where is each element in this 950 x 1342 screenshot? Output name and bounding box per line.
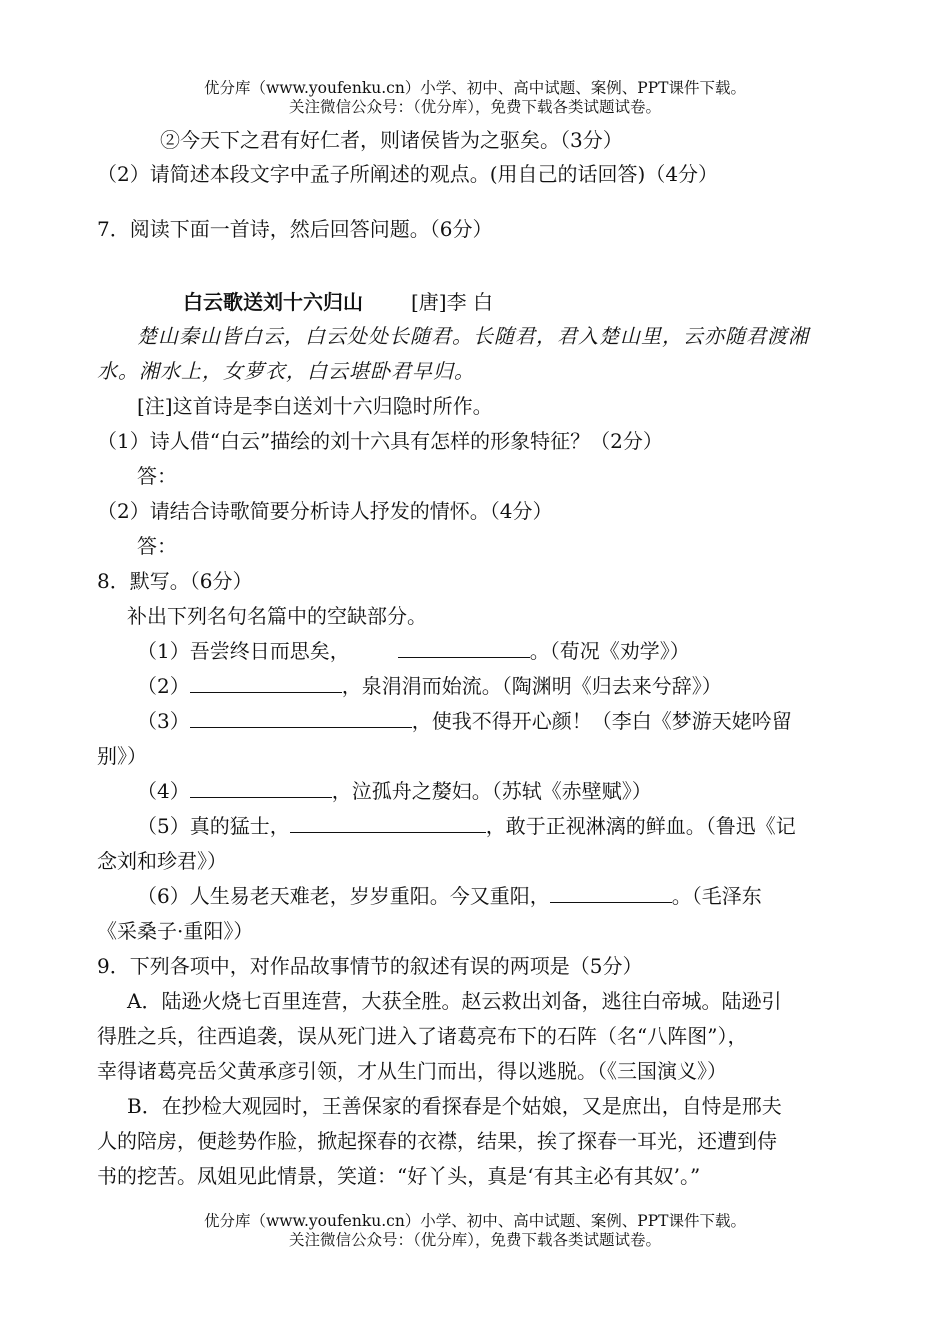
q8-item-6-after: 。（毛泽东	[671, 884, 762, 908]
q9-option-b-line-3: 书的挖苦。凤姐见此情景，笑道：“好丫头，真是‘有其主必有其奴’。”	[97, 1164, 701, 1188]
q6-sub-2: （2）请简述本段文字中孟子所阐述的观点。(用自己的话回答)（4分）	[97, 162, 719, 186]
poem-note: [注]这首诗是李白送刘十六归隐时所作。	[137, 394, 493, 418]
header-line-2: 关注微信公众号：（优分库），免费下载各类试题试卷。	[288, 98, 661, 116]
q9-option-a-line-2: 得胜之兵，往西追袭，误从死门进入了诸葛亮布下的石阵（名“八阵图”），	[97, 1024, 748, 1048]
q8-item-6-before: （6）人生易老天难老，岁岁重阳。今又重阳，	[137, 884, 550, 908]
q8-item-6-blank[interactable]	[550, 882, 672, 903]
q8-item-3-after: ，使我不得开心颜！（李白《梦游天姥吟留	[411, 709, 792, 733]
q9-option-b-line-2: 人的陪房，便趁势作脸，掀起探春的衣襟，结果，挨了探春一耳光，还遭到侍	[97, 1129, 777, 1153]
q8-item-2-before: （2）	[137, 674, 190, 698]
q9-option-b-line-1: B．在抄检大观园时，王善保家的看探春是个姑娘，又是庶出，自恃是邢夫	[127, 1094, 782, 1118]
page-header	[0, 79, 950, 117]
q8-item-1-blank[interactable]	[398, 637, 530, 658]
q7-answer-2: 答：	[137, 534, 177, 558]
q9-stem: 9．下列各项中，对作品故事情节的叙述有误的两项是（5分）	[97, 954, 643, 978]
q8-item-1	[137, 637, 690, 665]
q8-item-5-before: （5）真的猛士，	[137, 814, 290, 838]
q7-stem: 7．阅读下面一首诗，然后回答问题。（6分）	[97, 217, 493, 241]
poem-title: 白云歌送刘十六归山	[183, 290, 363, 314]
poem-line-1: 楚山秦山皆白云，白云处处长随君。长随君，君入楚山里，云亦随君渡湘	[137, 324, 809, 348]
q7-sub-2: （2）请结合诗歌简要分析诗人抒发的情怀。（4分）	[97, 499, 553, 523]
q9-option-a-line-1: A．陆逊火烧七百里连营，大获全胜。赵云救出刘备，逃往白帝城。陆逊引	[127, 989, 782, 1013]
q8-item-4-after: ，泣孤舟之嫠妇。（苏轼《赤壁赋》）	[331, 779, 652, 803]
header-line-1: 优分库（www.youfenku.cn）小学、初中、高中试题、案例、PPT课件下载。	[203, 79, 747, 97]
q8-item-2-blank[interactable]	[190, 672, 342, 693]
q8-item-4-blank[interactable]	[190, 777, 332, 798]
q8-item-6-continued: 《采桑子·重阳》）	[97, 919, 254, 943]
q6-item-2: ②今天下之君有好仁者，则诸侯皆为之驱矣。（3分）	[160, 128, 623, 152]
q8-item-3-continued: 别》）	[97, 744, 147, 768]
q7-sub-1: （1）诗人借“白云”描绘的刘十六具有怎样的形象特征？（2分）	[97, 429, 663, 453]
poem-heading	[183, 288, 493, 316]
q8-item-3	[137, 707, 792, 735]
q8-item-4-before: （4）	[137, 779, 190, 803]
q8-item-5	[137, 812, 796, 840]
q8-item-5-continued: 念刘和珍君》）	[97, 849, 227, 873]
q7-answer-1: 答：	[137, 464, 177, 488]
q8-item-2-after: ，泉涓涓而始流。（陶渊明《归去来兮辞》）	[341, 674, 722, 698]
q8-item-3-blank[interactable]	[190, 707, 412, 728]
q8-item-4	[137, 777, 652, 805]
q9-option-a-line-3: 幸得诸葛亮岳父黄承彦引领，才从生门而出，得以逃脱。（《三国演义》）	[97, 1059, 727, 1083]
q8-item-6	[137, 882, 762, 910]
q8-item-2	[137, 672, 722, 700]
q8-item-1-after: 。（荀况《劝学》）	[529, 639, 690, 663]
footer-line-1: 优分库（www.youfenku.cn）小学、初中、高中试题、案例、PPT课件下载。	[203, 1212, 747, 1230]
q8-item-3-before: （3）	[137, 709, 190, 733]
q8-item-5-after: ，敢于正视淋漓的鲜血。（鲁迅《记	[485, 814, 796, 838]
q8-item-5-blank[interactable]	[290, 812, 486, 833]
q8-stem: 8．默写。（6分）	[97, 569, 253, 593]
footer-line-2: 关注微信公众号：（优分库），免费下载各类试题试卷。	[288, 1231, 661, 1249]
poem-line-2: 水。湘水上，女萝衣，白云堪卧君早归。	[97, 359, 475, 383]
q8-item-1-before: （1）吾尝终日而思矣，	[137, 639, 350, 663]
poem-author: [唐]李 白	[411, 290, 493, 314]
q8-intro: 补出下列名句名篇中的空缺部分。	[127, 604, 427, 628]
page-footer	[0, 1212, 950, 1250]
